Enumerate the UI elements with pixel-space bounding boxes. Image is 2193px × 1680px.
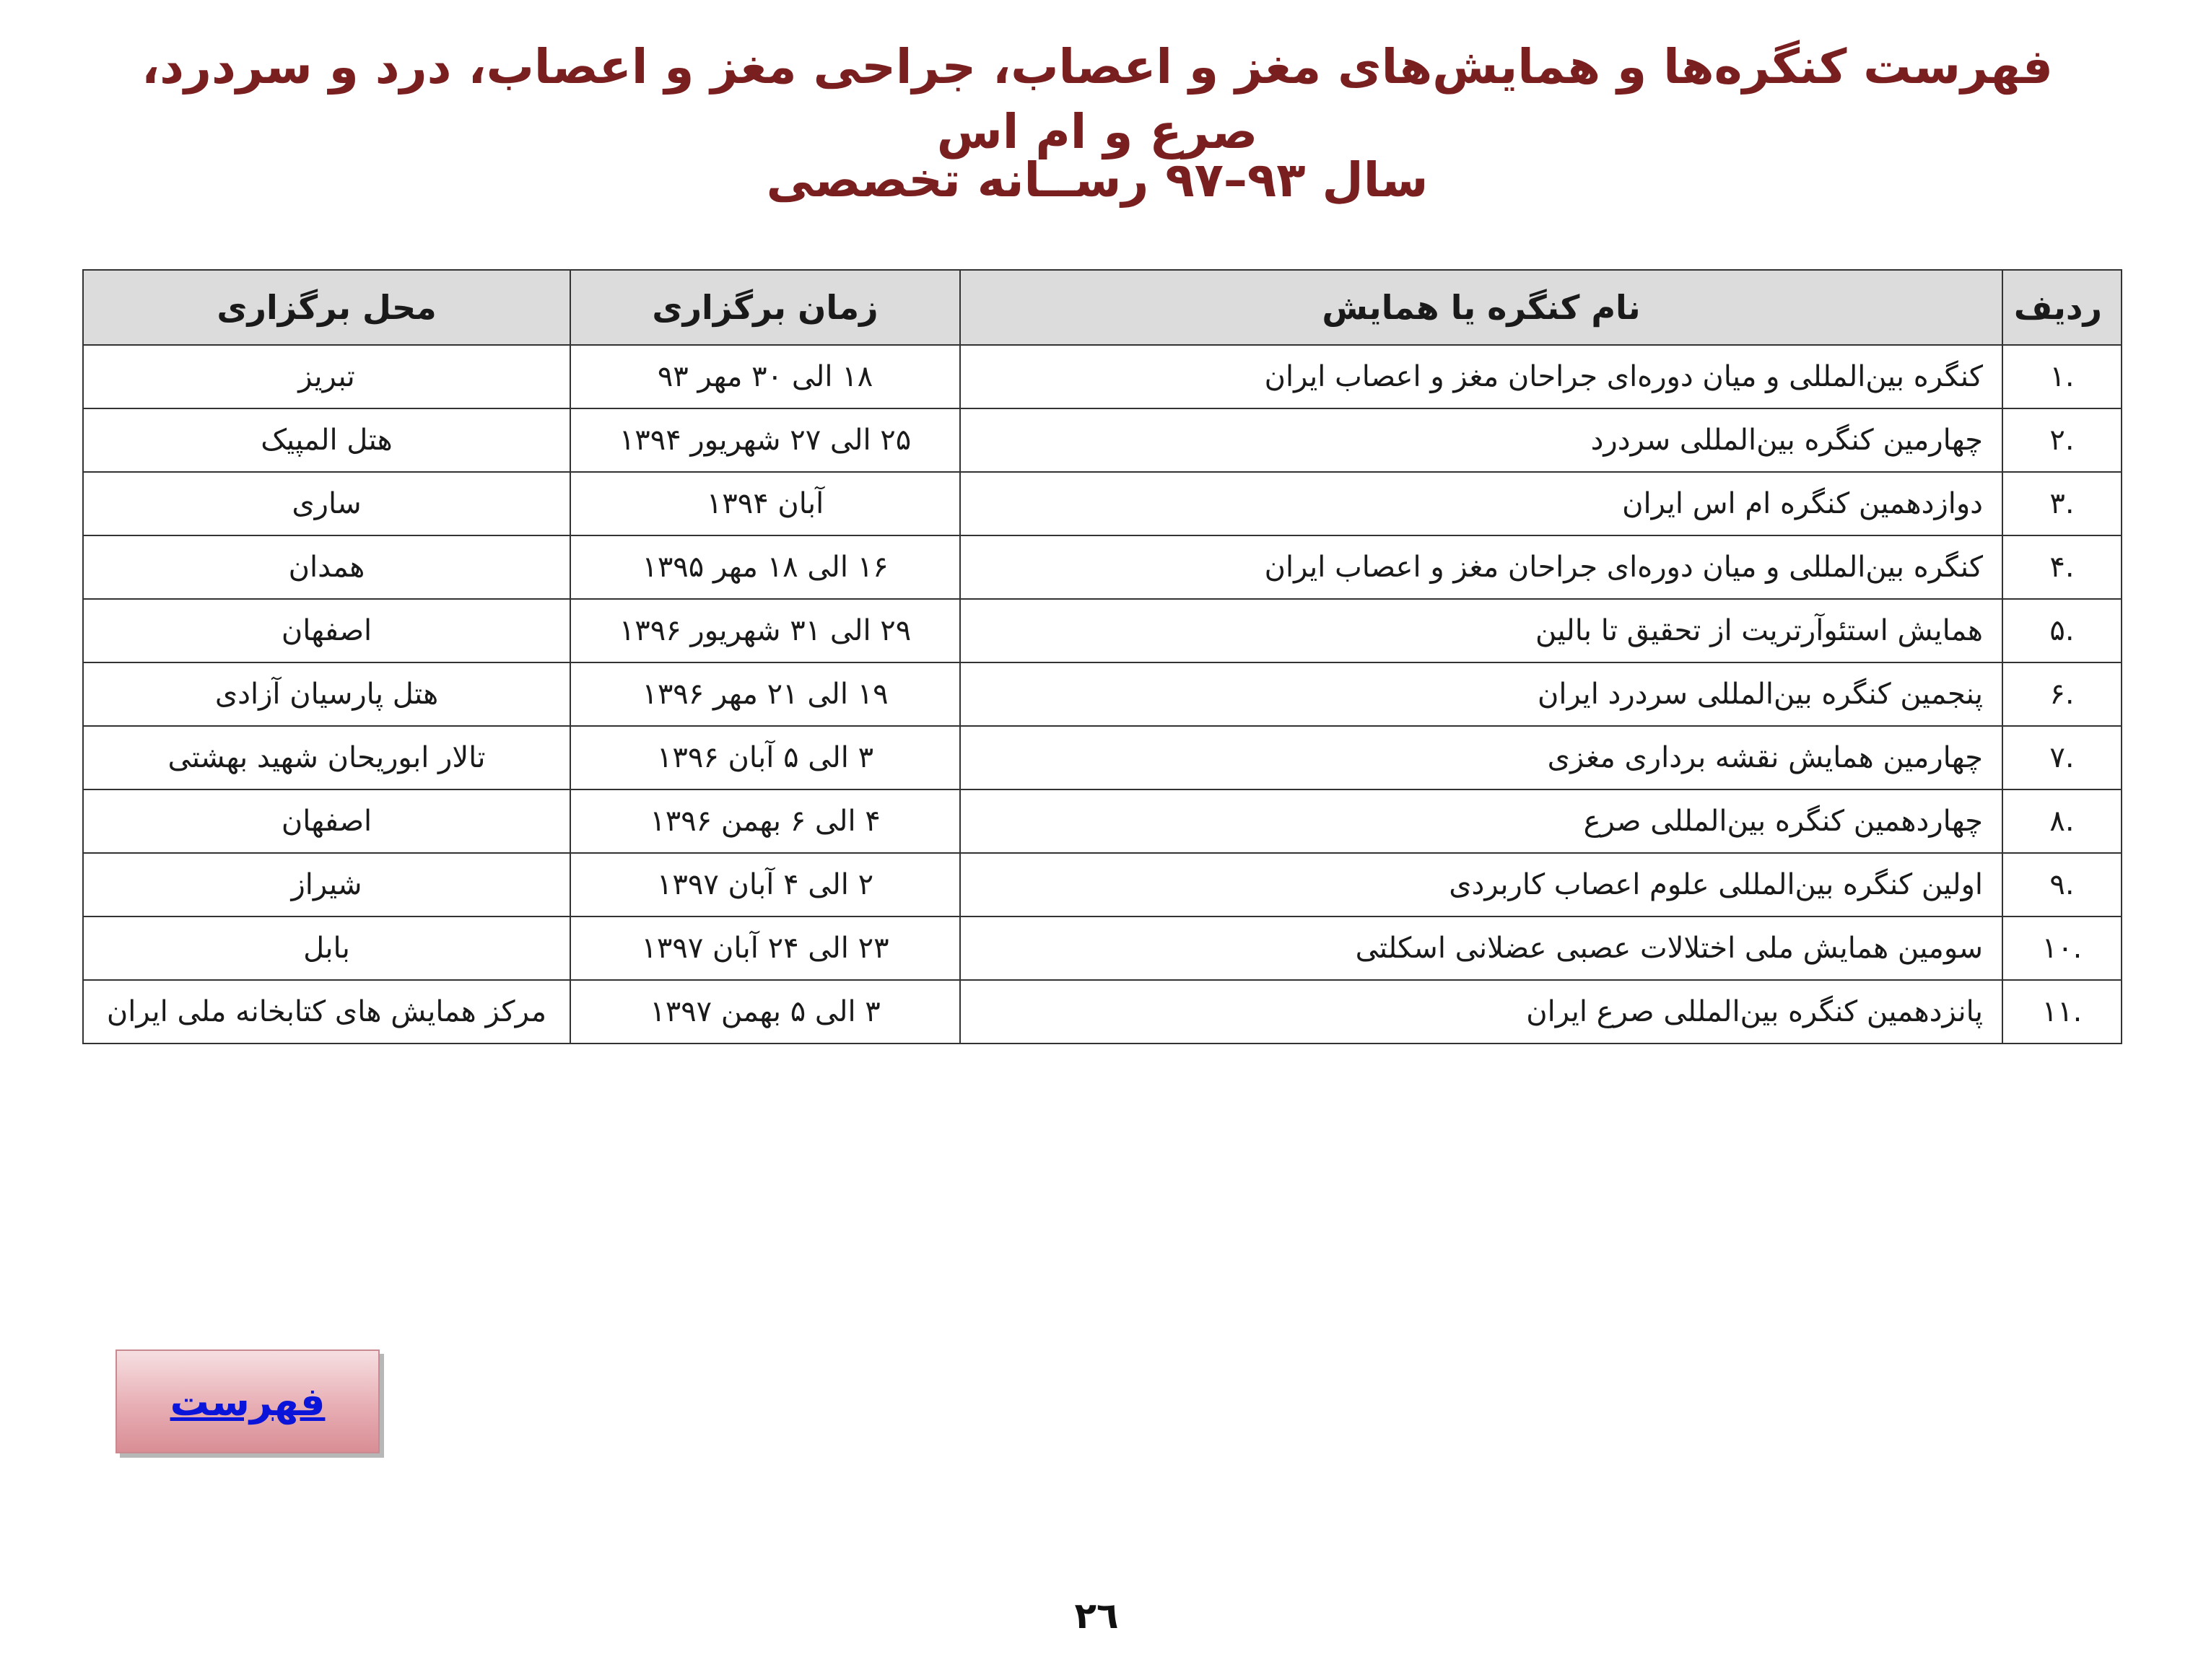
row-time: ۲ الی ۴ آبان ۱۳۹۷ <box>570 853 960 916</box>
row-index: .۱۱ <box>2002 980 2122 1044</box>
row-time: ۲۳ الی ۲۴ آبان ۱۳۹۷ <box>570 916 960 980</box>
page-number: ۲٦ <box>1074 1595 1119 1637</box>
row-place: هتل المپیک <box>83 408 570 472</box>
table-row <box>83 599 2122 662</box>
row-index: .۹ <box>2002 853 2122 916</box>
table-header-row <box>83 270 2122 345</box>
row-time: ۲۹ الی ۳۱ شهریور ۱۳۹۶ <box>570 599 960 662</box>
row-place: بابل <box>83 916 570 980</box>
row-index: .۶ <box>2002 662 2122 726</box>
table-row <box>83 789 2122 853</box>
row-time: ۳ الی ۵ آبان ۱۳۹۶ <box>570 726 960 789</box>
row-time: آبان ۱۳۹۴ <box>570 472 960 535</box>
row-index: .۱ <box>2002 345 2122 408</box>
row-name: کنگره بین‌المللی و میان دوره‌ای جراحان مغز و اعصاب ایران <box>960 535 2002 599</box>
table-row <box>83 853 2122 916</box>
toc-link-label: فهرست <box>170 1378 326 1425</box>
row-time: ۱۶ الی ۱۸ مهر ۱۳۹۵ <box>570 535 960 599</box>
row-name: چهارمین همایش نقشه برداری مغزی <box>960 726 2002 789</box>
congress-table <box>82 269 2122 1044</box>
row-place: ساری <box>83 472 570 535</box>
row-name: کنگره بین‌المللی و میان دوره‌ای جراحان مغز و اعصاب ایران <box>960 345 2002 408</box>
row-time: ۱۸ الی ۳۰ مهر ۹۳ <box>570 345 960 408</box>
table-row <box>83 345 2122 408</box>
row-place: هتل پارسیان آزادی <box>83 662 570 726</box>
header-place: محل برگزاری <box>83 270 570 345</box>
table-row <box>83 980 2122 1044</box>
page-subtitle: سال ۹۳–۹۷ رســانه تخصصی <box>766 152 1429 208</box>
table-row <box>83 726 2122 789</box>
row-name: پانزدهمین کنگره بین‌المللی صرع ایران <box>960 980 2002 1044</box>
table-row <box>83 408 2122 472</box>
row-name: اولین کنگره بین‌المللی علوم اعصاب کاربردی <box>960 853 2002 916</box>
row-index: .۵ <box>2002 599 2122 662</box>
header-index: ردیف <box>2002 270 2122 345</box>
row-time: ۴ الی ۶ بهمن ۱۳۹۶ <box>570 789 960 853</box>
page-title: فهرست کنگره‌ها و همایش‌های مغز و اعصاب، جراحی مغز و اعصاب، درد و سردرد، صرع و ام اس <box>141 39 2053 159</box>
row-name: پنجمین کنگره بین‌المللی سردرد ایران <box>960 662 2002 726</box>
row-index: .۳ <box>2002 472 2122 535</box>
table-row <box>83 535 2122 599</box>
table-row <box>83 472 2122 535</box>
row-index: .۸ <box>2002 789 2122 853</box>
row-name: سومین همایش ملی اختلالات عصبی عضلانی اسکلتی <box>960 916 2002 980</box>
row-place: همدان <box>83 535 570 599</box>
row-index: .۴ <box>2002 535 2122 599</box>
row-name: چهاردهمین کنگره بین‌المللی صرع <box>960 789 2002 853</box>
row-index: .۷ <box>2002 726 2122 789</box>
row-place: شیراز <box>83 853 570 916</box>
row-place: مرکز همایش های کتابخانه ملی ایران <box>83 980 570 1044</box>
row-name: دوازدهمین کنگره ام اس ایران <box>960 472 2002 535</box>
row-place: اصفهان <box>83 599 570 662</box>
row-name: چهارمین کنگره بین‌المللی سردرد <box>960 408 2002 472</box>
header-name: نام کنگره یا همایش <box>960 270 2002 345</box>
row-place: تبریز <box>83 345 570 408</box>
row-place: تالار ابوریحان شهید بهشتی <box>83 726 570 789</box>
row-time: ۳ الی ۵ بهمن ۱۳۹۷ <box>570 980 960 1044</box>
row-index: .۲ <box>2002 408 2122 472</box>
header-time: زمان برگزاری <box>570 270 960 345</box>
row-time: ۱۹ الی ۲۱ مهر ۱۳۹۶ <box>570 662 960 726</box>
table-row <box>83 916 2122 980</box>
row-index: .۱۰ <box>2002 916 2122 980</box>
row-name: همایش استئوآرتریت از تحقیق تا بالین <box>960 599 2002 662</box>
toc-link-button[interactable] <box>115 1349 380 1453</box>
table-row <box>83 662 2122 726</box>
row-time: ۲۵ الی ۲۷ شهریور ۱۳۹۴ <box>570 408 960 472</box>
row-place: اصفهان <box>83 789 570 853</box>
